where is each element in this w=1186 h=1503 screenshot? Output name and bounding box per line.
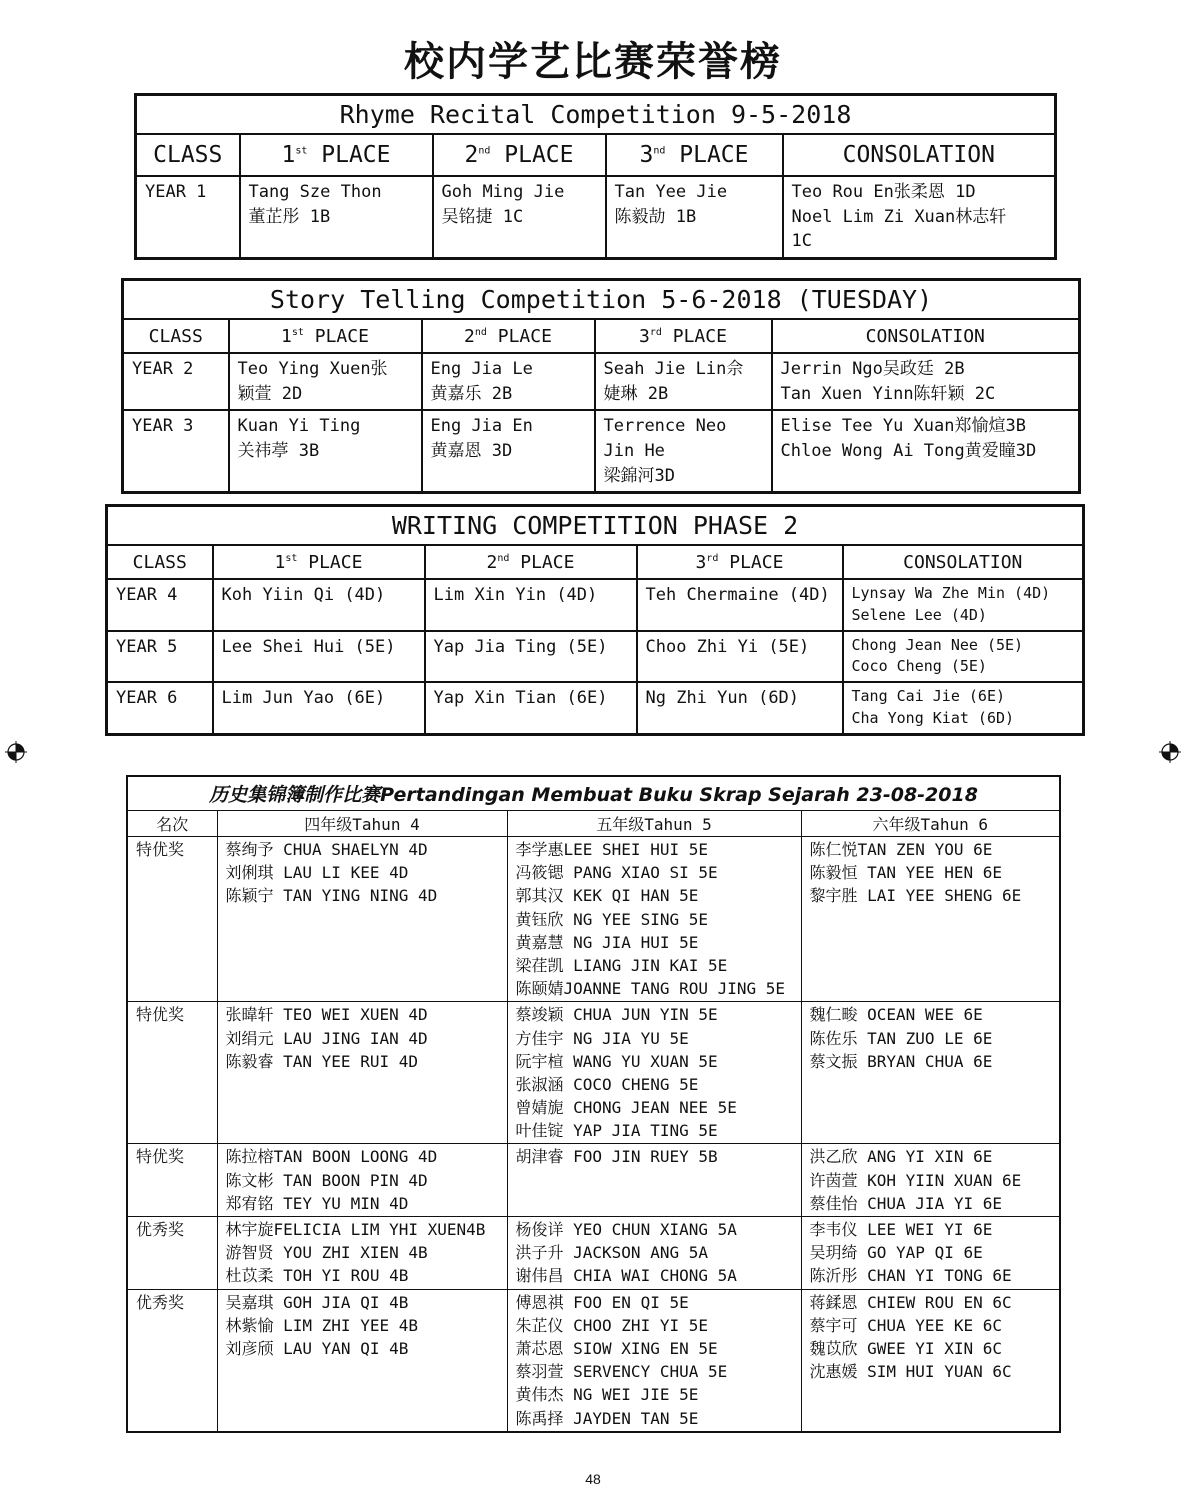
cell-line: 董芷彤 1B xyxy=(248,206,331,227)
cell-line: 魏苡欣 GWEE YI XIN 6C xyxy=(809,1338,1002,1358)
cell-line: YEAR 5 xyxy=(116,636,178,657)
first-cell xyxy=(240,176,433,259)
rank-cell xyxy=(127,1289,217,1432)
consolation-header: CONSOLATION xyxy=(843,545,1084,579)
cell-line: Chloe Wong Ai Tong黄爱瞳3D xyxy=(780,440,1037,461)
cell-line: 叶佳锭 YAP JIA TING 5E xyxy=(515,1121,718,1141)
cell-line: 张暐轩 TEO WEI XUEN 4D xyxy=(225,1005,428,1025)
y5-cell xyxy=(507,1289,801,1432)
story-title: Story Telling Competition 5-6-2018 (TUESDAY) xyxy=(123,280,1080,320)
cell-line: 特优奖 xyxy=(136,840,185,859)
cell-line: 郭其汉 KEK QI HAN 5E xyxy=(515,886,699,906)
cell-line: YEAR 2 xyxy=(132,359,194,379)
y4-cell xyxy=(217,1289,507,1432)
scrapbook-title: 历史集锦簿制作比赛Pertandingan Membuat Buku Skrap Sejarah 23-08-2018 xyxy=(127,776,1060,811)
table-row xyxy=(127,837,1060,1002)
cell-line: 李韦仪 LEE WEI YI 6E xyxy=(809,1220,993,1239)
cell-line: 李学惠LEE SHEI HUI 5E xyxy=(515,840,708,859)
cell-line: 蔡文振 BRYAN CHUA 6E xyxy=(809,1051,993,1071)
cell-line: 黄嘉慧 NG JIA HUI 5E xyxy=(515,932,699,952)
cell-line: 黎宇胜 LAI YEE SHENG 6E xyxy=(809,886,1022,906)
writing-title: WRITING COMPETITION PHASE 2 xyxy=(107,506,1084,546)
cell-line: 陈颖宁 TAN YING NING 4D xyxy=(225,886,438,906)
first-place-header: 1st PLACE xyxy=(213,545,425,579)
cell-line: YEAR 6 xyxy=(116,688,178,708)
y6-cell xyxy=(801,1217,1060,1290)
second-cell xyxy=(422,410,595,492)
class-cell xyxy=(136,176,240,259)
rank-cell xyxy=(127,837,217,1002)
year4-header: 四年级Tahun 4 xyxy=(217,811,507,837)
third-cell xyxy=(606,176,783,259)
cell-line: 萧芯恩 SIOW XING EN 5E xyxy=(515,1338,718,1358)
first-cell xyxy=(213,579,425,631)
second-cell xyxy=(433,176,606,259)
cell-line: 梁荏凯 LIANG JIN KAI 5E xyxy=(515,955,728,975)
cell-line: 吴嘉琪 GOH JIA QI 4B xyxy=(225,1292,409,1312)
cell-line: YEAR 4 xyxy=(116,585,178,605)
consolation-cell xyxy=(843,631,1084,683)
cell-line: 陈毅恒 TAN YEE HEN 6E xyxy=(809,863,1002,883)
class-cell xyxy=(107,682,213,734)
y4-cell xyxy=(217,837,507,1002)
cell-line: 张淑涵 COCO CHENG 5E xyxy=(515,1074,699,1094)
consolation-cell xyxy=(772,410,1080,492)
cell-line: 杜苡柔 TOH YI ROU 4B xyxy=(225,1266,409,1286)
cell-line: Elise Tee Yu Xuan郑愉煊3B xyxy=(780,416,1026,437)
cell-line: 优秀奖 xyxy=(136,1220,185,1239)
cell-line: 蒋鍒恩 CHIEW ROU EN 6C xyxy=(809,1292,1012,1312)
cell-line: 洪乙欣 ANG YI XIN 6E xyxy=(809,1147,993,1167)
first-cell xyxy=(213,631,425,683)
year6-header: 六年级Tahun 6 xyxy=(801,811,1060,837)
cell-line: 蔡佳怡 CHUA JIA YI 6E xyxy=(809,1193,1002,1213)
cell-line: 陈毅睿 TAN YEE RUI 4D xyxy=(225,1051,418,1071)
cell-line: 陈沂彤 CHAN YI TONG 6E xyxy=(809,1266,1012,1286)
second-cell xyxy=(422,353,595,410)
rank-cell xyxy=(127,1144,217,1217)
second-cell xyxy=(425,579,637,631)
third-place-header: 3rd PLACE xyxy=(637,545,843,579)
cell-line: Selene Lee (4D) xyxy=(851,605,987,624)
cell-line: 杨俊详 YEO CHUN XIANG 5A xyxy=(515,1220,737,1239)
consolation-cell xyxy=(772,353,1080,410)
cell-line: Tan Yee Jie xyxy=(614,182,728,202)
cell-line: 优秀奖 xyxy=(136,1292,185,1312)
cell-line: 蔡竣颖 CHUA JUN YIN 5E xyxy=(515,1005,718,1025)
cell-line: 陈佐乐 TAN ZUO LE 6E xyxy=(809,1028,993,1048)
third-cell xyxy=(637,579,843,631)
cell-line: Terrence Neo xyxy=(603,416,727,437)
cell-line: 洪子升 JACKSON ANG 5A xyxy=(515,1243,708,1263)
cell-line: YEAR 3 xyxy=(132,416,194,437)
page-title: 校内学艺比赛荣誉榜 xyxy=(404,39,782,85)
cell-line: 林紫愉 LIM ZHI YEE 4B xyxy=(225,1315,418,1335)
y4-cell xyxy=(217,1002,507,1144)
year5-header: 五年级Tahun 5 xyxy=(507,811,801,837)
cell-line: Yap Jia Ting (5E) xyxy=(433,636,608,657)
cell-line: 游智贤 YOU ZHI XIEN 4B xyxy=(225,1243,428,1263)
cell-line: Kuan Yi Ting xyxy=(237,416,361,437)
table-row xyxy=(127,1144,1060,1217)
third-place-header: 3nd PLACE xyxy=(606,134,783,176)
y5-cell xyxy=(507,837,801,1002)
cell-line: Cha Yong Kiat (6D) xyxy=(851,708,1015,727)
table-row xyxy=(127,1002,1060,1144)
cell-line: 郑宥铭 TEY YU MIN 4D xyxy=(225,1193,409,1213)
cell-line: Teh Chermaine (4D) xyxy=(645,585,830,605)
cell-line: Eng Jia En xyxy=(430,416,533,437)
y6-cell xyxy=(801,837,1060,1002)
table-row xyxy=(136,176,1056,259)
table-row xyxy=(107,631,1084,683)
cell-line: 胡津睿 FOO JIN RUEY 5B xyxy=(515,1147,718,1167)
rank-cell xyxy=(127,1002,217,1144)
table-row xyxy=(127,1217,1060,1290)
class-cell xyxy=(107,579,213,631)
cell-line: 颖萱 2D xyxy=(237,383,303,404)
cell-line: 特优奖 xyxy=(136,1147,185,1167)
class-cell xyxy=(123,353,229,410)
y6-cell xyxy=(801,1002,1060,1144)
cell-line: 魏仁畯 OCEAN WEE 6E xyxy=(809,1005,983,1025)
cell-line: 蔡宇可 CHUA YEE KE 6C xyxy=(809,1315,1002,1335)
cell-line: Jin He xyxy=(603,440,665,461)
table-row xyxy=(127,1289,1060,1432)
cell-line: 谢伟昌 CHIA WAI CHONG 5A xyxy=(515,1266,737,1286)
cell-line: 朱芷仪 CHOO ZHI YI 5E xyxy=(515,1315,708,1335)
cell-line: 黄伟杰 NG WEI JIE 5E xyxy=(515,1385,699,1405)
cell-line: 林宇旋FELICIA LIM YHI XUEN4B xyxy=(225,1220,486,1239)
rhyme-recital-table xyxy=(134,93,1057,260)
cell-line: 婕琳 2B xyxy=(603,383,669,404)
cell-line: 吴玥绮 GO YAP QI 6E xyxy=(809,1243,983,1263)
cell-line: 黄嘉乐 2B xyxy=(430,383,513,404)
table-row xyxy=(107,682,1084,734)
cell-line: Lim Xin Yin (4D) xyxy=(433,585,598,605)
cell-line: Ng Zhi Yun (6D) xyxy=(645,688,800,708)
second-place-header: 2nd PLACE xyxy=(422,319,595,353)
y4-cell xyxy=(217,1217,507,1290)
cell-line: 陈仁悦TAN ZEN YOU 6E xyxy=(809,840,993,859)
cell-line: 蔡绚予 CHUA SHAELYN 4D xyxy=(225,840,428,859)
cell-line: 关祎葶 3B xyxy=(237,440,320,461)
cell-line: 梁錦河3D xyxy=(603,465,675,486)
rhyme-title: Rhyme Recital Competition 9-5-2018 xyxy=(136,95,1056,135)
registration-mark-left xyxy=(5,741,27,763)
rank-cell xyxy=(127,1217,217,1290)
y5-cell xyxy=(507,1217,801,1290)
first-cell xyxy=(229,353,422,410)
y4-cell xyxy=(217,1144,507,1217)
story-telling-table xyxy=(121,278,1081,494)
cell-line: 刘彦颀 LAU YAN QI 4B xyxy=(225,1338,409,1358)
cell-line: Tan Xuen Yinn陈轩颖 2C xyxy=(780,383,996,404)
first-cell xyxy=(213,682,425,734)
cell-line: Lim Jun Yao (6E) xyxy=(221,688,386,708)
rank-header: 名次 xyxy=(127,811,217,837)
cell-line: Lee Shei Hui (5E) xyxy=(221,636,396,657)
first-place-header: 1st PLACE xyxy=(229,319,422,353)
cell-line: 阮宇楦 WANG YU XUAN 5E xyxy=(515,1051,718,1071)
second-place-header: 2nd PLACE xyxy=(433,134,606,176)
class-header: CLASS xyxy=(107,545,213,579)
cell-line: YEAR 1 xyxy=(145,182,207,202)
consolation-cell xyxy=(843,682,1084,734)
cell-line: Noel Lim Zi Xuan林志轩 xyxy=(791,206,1007,227)
third-cell xyxy=(637,631,843,683)
second-cell xyxy=(425,631,637,683)
cell-line: 吴铭捷 1C xyxy=(441,206,524,227)
y6-cell xyxy=(801,1289,1060,1432)
class-header: CLASS xyxy=(123,319,229,353)
second-cell xyxy=(425,682,637,734)
cell-line: Tang Sze Thon xyxy=(248,182,382,202)
writing-competition-table xyxy=(105,504,1085,736)
cell-line: 黄嘉恩 3D xyxy=(430,440,513,461)
cell-line: Teo Rou En张柔恩 1D xyxy=(791,182,976,202)
cell-line: Choo Zhi Yi (5E) xyxy=(645,636,810,657)
page-number: 48 xyxy=(585,1471,601,1487)
second-place-header: 2nd PLACE xyxy=(425,545,637,579)
cell-line: 黄钰欣 NG YEE SING 5E xyxy=(515,909,708,929)
cell-line: 陈颐婧JOANNE TANG ROU JING 5E xyxy=(515,979,786,999)
cell-line: Coco Cheng (5E) xyxy=(851,657,987,676)
cell-line: 陈毅劼 1B xyxy=(614,206,697,227)
cell-line: 许茵萱 KOH YIIN XUAN 6E xyxy=(809,1170,1022,1190)
cell-line: Seah Jie Lin佘 xyxy=(603,359,744,379)
consolation-cell xyxy=(783,176,1056,259)
consolation-header: CONSOLATION xyxy=(772,319,1080,353)
cell-line: 刘俐琪 LAU LI KEE 4D xyxy=(225,863,409,883)
table-row xyxy=(123,353,1080,410)
cell-line: Tang Cai Jie (6E) xyxy=(851,687,1006,705)
cell-line: Teo Ying Xuen张 xyxy=(237,359,388,379)
first-cell xyxy=(229,410,422,492)
third-cell xyxy=(637,682,843,734)
table-row xyxy=(107,579,1084,631)
cell-line: Koh Yiin Qi (4D) xyxy=(221,585,386,605)
cell-line: 陈禹择 JAYDEN TAN 5E xyxy=(515,1408,699,1428)
registration-mark-right xyxy=(1159,741,1181,763)
cell-line: 1C xyxy=(791,231,812,252)
cell-line: 陈文彬 TAN BOON PIN 4D xyxy=(225,1170,428,1190)
cell-line: Goh Ming Jie xyxy=(441,182,565,202)
cell-line: 方佳宇 NG JIA YU 5E xyxy=(515,1028,689,1048)
first-place-header: 1st PLACE xyxy=(240,134,433,176)
class-header: CLASS xyxy=(136,134,240,176)
cell-line: 傅恩祺 FOO EN QI 5E xyxy=(515,1292,689,1312)
cell-line: 沈惠媛 SIM HUI YUAN 6C xyxy=(809,1362,1012,1382)
third-cell xyxy=(595,353,772,410)
consolation-header: CONSOLATION xyxy=(783,134,1056,176)
table-row xyxy=(123,410,1080,492)
cell-line: Yap Xin Tian (6E) xyxy=(433,688,608,708)
cell-line: 蔡羽萱 SERVENCY CHUA 5E xyxy=(515,1362,728,1382)
cell-line: Jerrin Ngo吴政廷 2B xyxy=(780,359,965,379)
scrapbook-competition-table xyxy=(126,775,1061,1433)
cell-line: Chong Jean Nee (5E) xyxy=(851,635,1024,654)
y5-cell xyxy=(507,1002,801,1144)
cell-line: 刘绢元 LAU JING IAN 4D xyxy=(225,1028,428,1048)
class-cell xyxy=(123,410,229,492)
cell-line: 陈拉榕TAN BOON LOONG 4D xyxy=(225,1147,438,1167)
cell-line: 冯筱锶 PANG XIAO SI 5E xyxy=(515,863,718,883)
cell-line: Eng Jia Le xyxy=(430,359,533,379)
y6-cell xyxy=(801,1144,1060,1217)
consolation-cell xyxy=(843,579,1084,631)
cell-line: Lynsay Wa Zhe Min (4D) xyxy=(851,584,1051,602)
y5-cell xyxy=(507,1144,801,1217)
third-place-header: 3rd PLACE xyxy=(595,319,772,353)
third-cell xyxy=(595,410,772,492)
cell-line: 特优奖 xyxy=(136,1005,185,1025)
class-cell xyxy=(107,631,213,683)
cell-line: 曾婧旎 CHONG JEAN NEE 5E xyxy=(515,1098,737,1118)
